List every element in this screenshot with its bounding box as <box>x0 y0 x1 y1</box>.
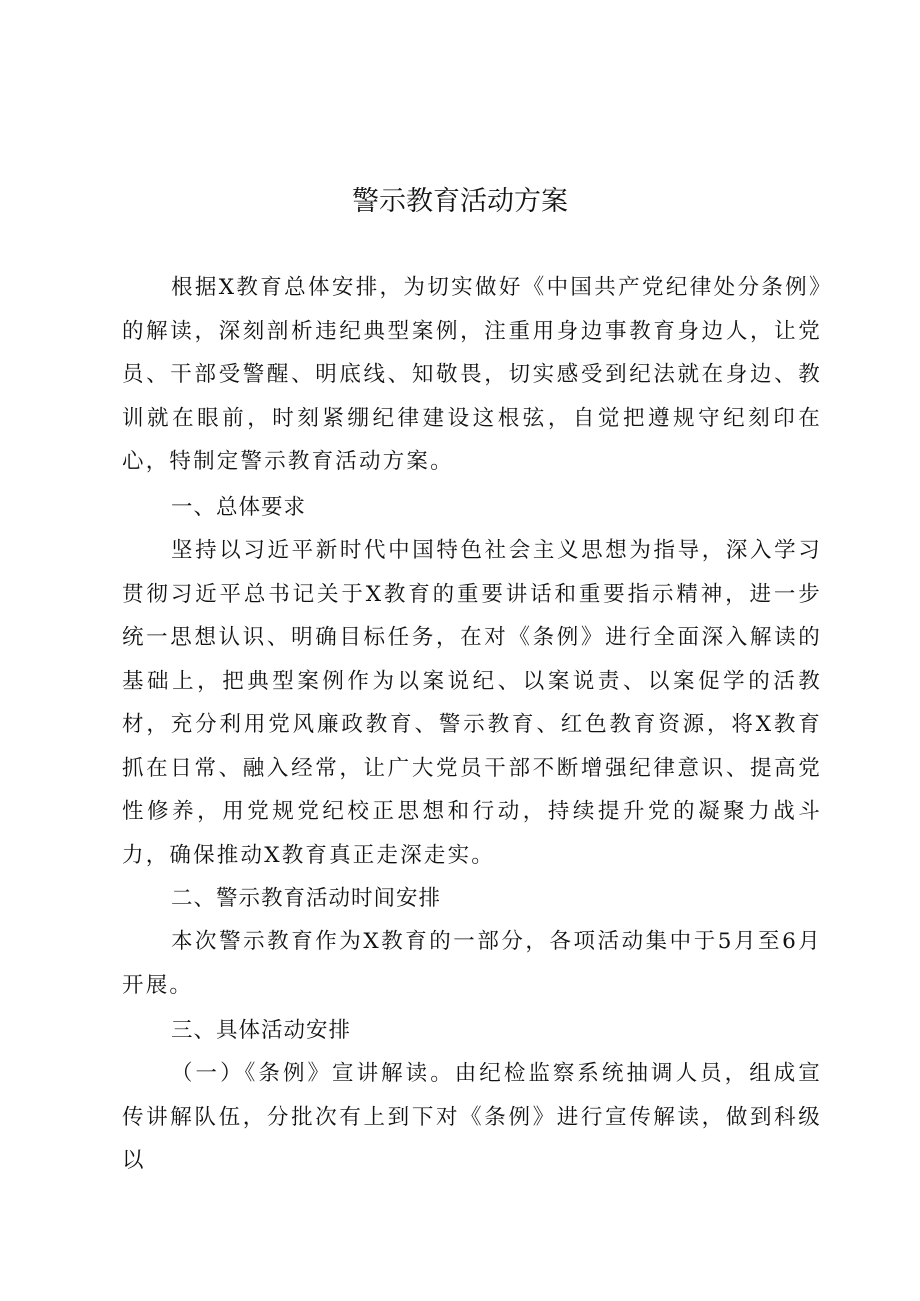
document-title: 警示教育活动方案 <box>352 186 568 217</box>
section-paragraph-3: （一）《条例》宣讲解读。由纪检监察系统抽调人员，组成宣传讲解队伍，分批次有上到下对《条例》进行宣传解读，做到科级以 <box>122 1061 822 1173</box>
section-paragraph-2: 本次警示教育作为X教育的一部分，各项活动集中于5月至6月开展。 <box>122 929 822 998</box>
intro-paragraph: 根据X教育总体安排，为切实做好《中国共产党纪律处分条例》的解读，深刻剖析违纪典型案例，注重用身边事教育身边人，让党员、干部受警醒、明底线、知敬畏，切实感受到纪法就在身边、教训就在眼前，时刻紧绷纪律建设这根弦，自觉把遵规守纪刻印在心，特制定警示教育活动方案。 <box>122 275 822 474</box>
section-heading-1: 一、总体要求 <box>171 495 307 520</box>
section-heading-3: 三、具体活动安排 <box>171 1018 352 1043</box>
section-paragraph-1: 坚持以习近平新时代中国特色社会主义思想为指导，深入学习贯彻习近平总书记关于X教育的重要讲话和重要指示精神，进一步统一思想认识、明确目标任务，在对《条例》进行全面深入解读的基础上，把典型案例作为以案说纪、以案说责、以案促学的活教材，充分利用党风廉政教育、警示教育、红色教育资源，将X教育抓在日常、融入经常，让广大党员干部不断增强纪律意识、提高党性修养，用党规党纪校正思想和行动，持续提升党的凝聚力战斗力，确保推动X教育真正走深走实。 <box>122 538 822 868</box>
section-heading-2: 二、警示教育活动时间安排 <box>171 886 442 911</box>
